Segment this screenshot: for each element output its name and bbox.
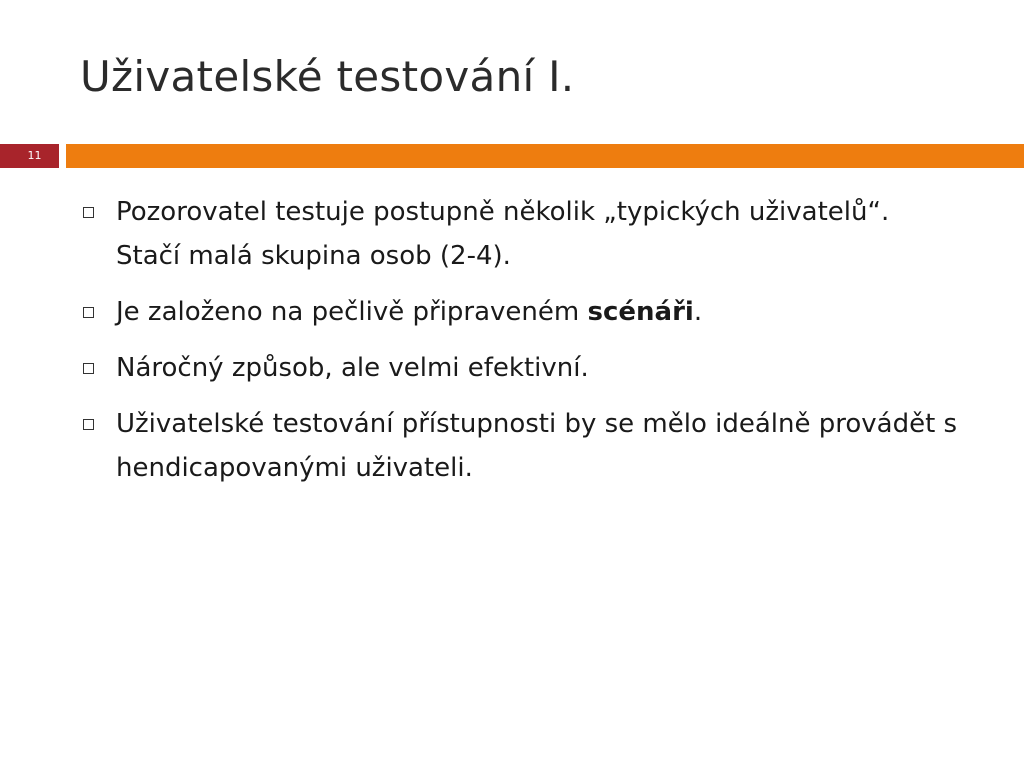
bullet-item [80, 290, 960, 334]
square-bullet-icon [83, 363, 94, 374]
bullet-text: Náročný způsob, ale velmi efektivní. [116, 353, 589, 383]
bullet-text-before: Je založeno na pečlivě připraveném [116, 297, 588, 327]
slide-title: Uživatelské testování I. [80, 52, 575, 101]
square-bullet-icon [83, 307, 94, 318]
bullet-text-after: . [693, 297, 703, 327]
slide-number: 11 [0, 144, 59, 168]
bullet-list [80, 190, 960, 502]
bullet-item [80, 190, 960, 278]
bullet-item [80, 346, 960, 390]
bullet-item [80, 402, 960, 490]
bullet-text: Pozorovatel testuje postupně několik „typických uživatelů“. Stačí malá skupina osob (2-4). [116, 197, 890, 271]
title-rule [66, 144, 1024, 168]
bullet-text: Uživatelské testování přístupnosti by se mělo ideálně provádět s hendicapovanými uživateli. [116, 409, 958, 483]
square-bullet-icon [83, 207, 94, 218]
bullet-bold-term: scénáři [587, 297, 694, 327]
square-bullet-icon [83, 419, 94, 430]
